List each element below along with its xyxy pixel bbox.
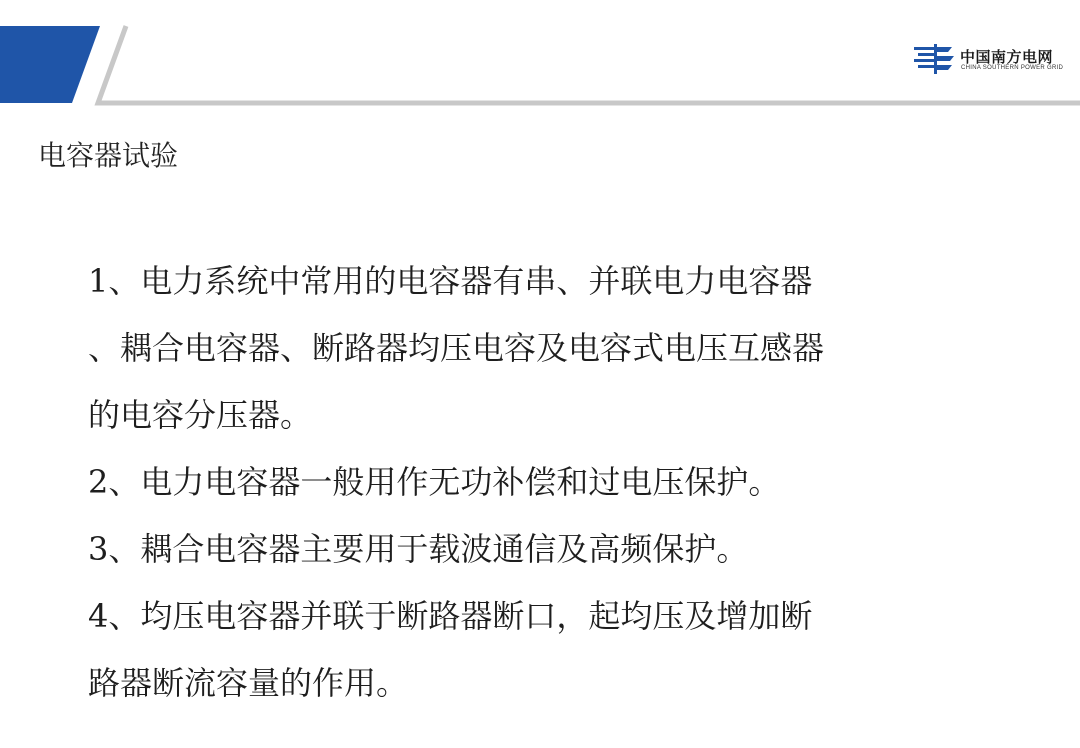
body-line: 、耦合电容器、断路器均压电容及电容式电压互感器 <box>88 329 825 367</box>
logo-name-en: CHINA SOUTHERN POWER GRID <box>961 65 1064 71</box>
body-line: 2、电力电容器一般用作无功补偿和过电压保护。 <box>88 463 781 501</box>
body-line: 3、耦合电容器主要用于载波通信及高频保护。 <box>88 530 749 568</box>
body-line: 4、均压电容器并联于断路器断口，起均压及增加断 <box>88 597 813 635</box>
company-logo <box>914 44 1080 78</box>
body-line: 的电容分压器。 <box>88 396 313 434</box>
power-grid-logo-icon <box>914 44 956 74</box>
logo-name-cn: 中国南方电网 <box>960 48 1054 66</box>
body-line: 1、电力系统中常用的电容器有串、并联电力电容器 <box>88 262 813 300</box>
header-accent-bar <box>0 26 100 103</box>
section-title: 电容器试验 <box>38 139 179 172</box>
body-text <box>88 248 968 717</box>
body-line: 路器断流容量的作用。 <box>88 664 409 702</box>
